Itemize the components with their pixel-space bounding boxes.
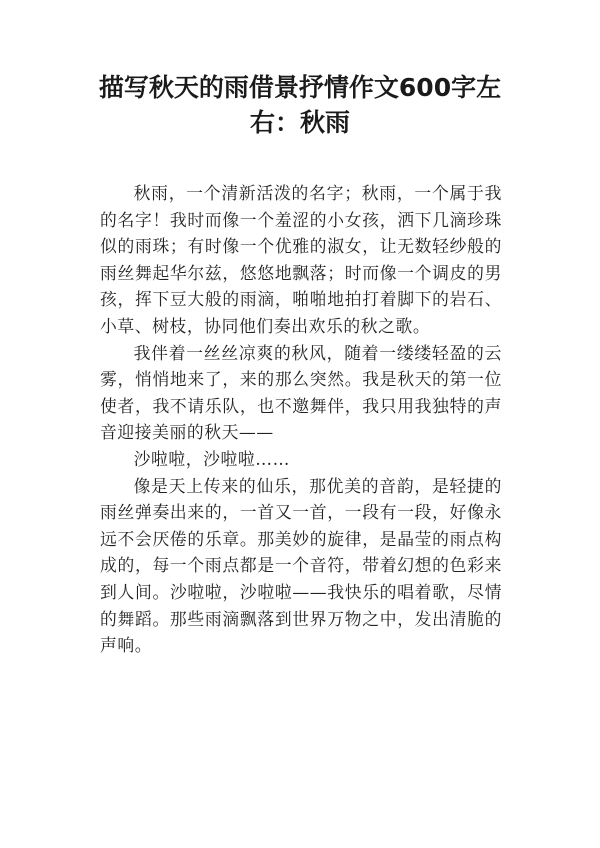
paragraph-4: 像是天上传来的仙乐，那优美的音韵，是轻捷的雨丝弹奏出来的，一首又一首，一段有一段，好像永远不会厌倦的乐章。那美妙的旋律，是晶莹的雨点构成的，每一个雨点都是一个音符，带着幻想的色彩来到人间。沙啦啦，沙啦啦——我快乐的唱着歌，尽情的舞蹈。那些雨滴飘落到世界万物之中，发出清脆的声响。 xyxy=(100,475,502,656)
document-body xyxy=(100,180,502,659)
document-title: 描写秋天的雨借景抒情作文600字左右：秋雨 xyxy=(98,73,502,137)
paragraph-2: 我伴着一丝丝凉爽的秋风，随着一缕缕轻盈的云雾，悄悄地来了，来的那么突然。我是秋天的第一位使者，我不请乐队，也不邀舞伴，我只用我独特的声音迎接美丽的秋天—— xyxy=(100,342,502,443)
paragraph-1: 秋雨，一个清新活泼的名字；秋雨，一个属于我的名字！我时而像一个羞涩的小女孩，洒下几滴珍珠似的雨珠；有时像一个优雅的淑女，让无数轻纱般的雨丝舞起华尔兹，悠悠地飘落；时而像一个调皮的男孩，挥下豆大般的雨滴，啪啪地拍打着脚下的岩石、小草、树枝，协同他们奏出欢乐的秋之歌。 xyxy=(100,183,502,336)
paragraph-3: 沙啦啦，沙啦啦…… xyxy=(133,448,291,469)
